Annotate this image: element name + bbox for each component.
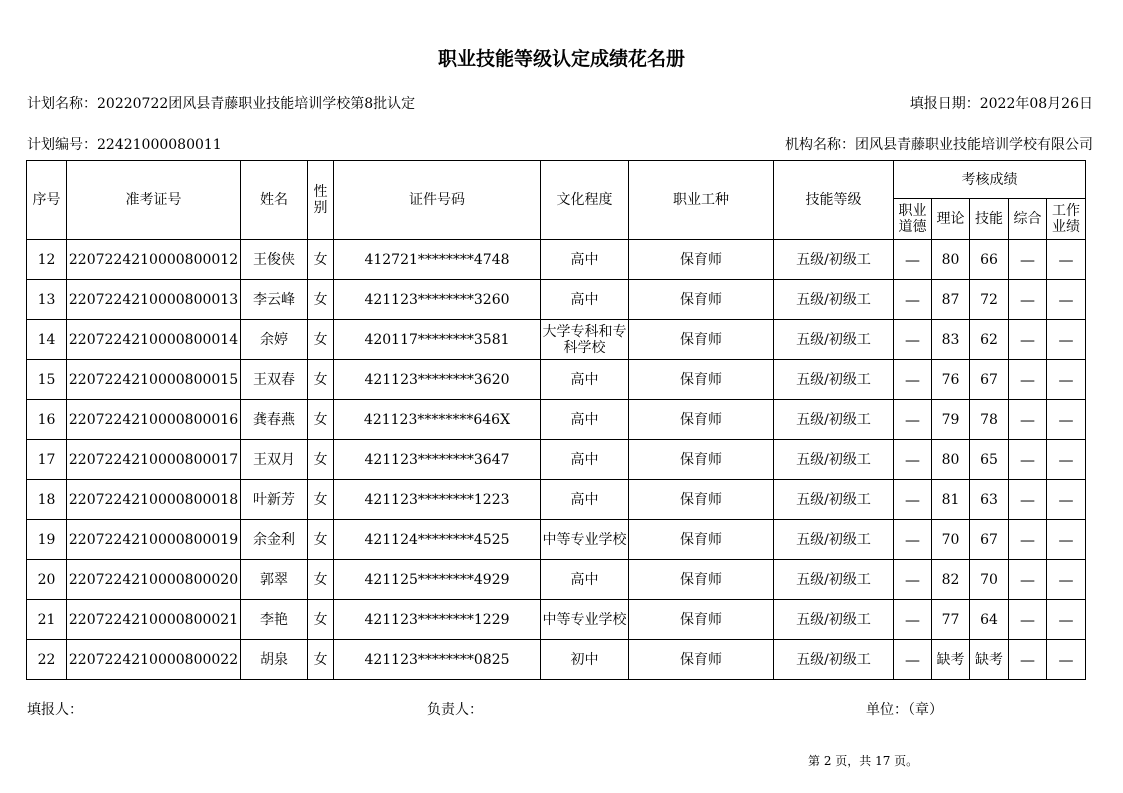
cell-job: 保育师 xyxy=(629,600,774,640)
cell-job: 保育师 xyxy=(629,560,774,600)
cell-overall: — xyxy=(1009,640,1047,680)
header-overall: 综合 xyxy=(1009,199,1047,240)
cell-exam-no: 2207224210000800022 xyxy=(67,640,241,680)
cell-overall: — xyxy=(1009,440,1047,480)
cell-gender: 女 xyxy=(308,360,334,400)
cell-overall: — xyxy=(1009,320,1047,360)
cell-work: — xyxy=(1047,440,1086,480)
cell-exam-no: 2207224210000800018 xyxy=(67,480,241,520)
header-scores: 考核成绩 xyxy=(894,161,1086,199)
cell-exam-no: 2207224210000800017 xyxy=(67,440,241,480)
cell-id-no: 421123********3260 xyxy=(334,280,541,320)
cell-skill: 66 xyxy=(970,240,1009,280)
cell-id-no: 421124********4525 xyxy=(334,520,541,560)
cell-overall: — xyxy=(1009,560,1047,600)
cell-overall: — xyxy=(1009,480,1047,520)
cell-work: — xyxy=(1047,280,1086,320)
cell-level: 五级/初级工 xyxy=(774,560,894,600)
cell-ethics: — xyxy=(894,400,932,440)
cell-name: 胡泉 xyxy=(241,640,308,680)
page-indicator: 第 2 页，共 17 页。 xyxy=(808,754,919,768)
cell-name: 龚春燕 xyxy=(241,400,308,440)
cell-education: 高中 xyxy=(541,240,629,280)
header-job: 职业工种 xyxy=(629,161,774,240)
cell-seq: 20 xyxy=(27,560,67,600)
cell-theory: 77 xyxy=(932,600,970,640)
cell-level: 五级/初级工 xyxy=(774,360,894,400)
table-row xyxy=(27,640,1086,680)
header-level: 技能等级 xyxy=(774,161,894,240)
responsible-label: 负责人： xyxy=(427,702,483,718)
cell-id-no: 420117********3581 xyxy=(334,320,541,360)
cell-level: 五级/初级工 xyxy=(774,600,894,640)
cell-seq: 14 xyxy=(27,320,67,360)
header-seq: 序号 xyxy=(27,161,67,240)
table-row xyxy=(27,560,1086,600)
cell-name: 王双月 xyxy=(241,440,308,480)
cell-work: — xyxy=(1047,520,1086,560)
table-header xyxy=(27,161,1086,240)
cell-theory: 76 xyxy=(932,360,970,400)
cell-gender: 女 xyxy=(308,240,334,280)
table-row xyxy=(27,480,1086,520)
cell-gender: 女 xyxy=(308,480,334,520)
cell-name: 叶新芳 xyxy=(241,480,308,520)
cell-exam-no: 2207224210000800020 xyxy=(67,560,241,600)
header-education: 文化程度 xyxy=(541,161,629,240)
cell-theory: 87 xyxy=(932,280,970,320)
table-row xyxy=(27,400,1086,440)
cell-gender: 女 xyxy=(308,280,334,320)
cell-id-no: 421123********0825 xyxy=(334,640,541,680)
cell-work: — xyxy=(1047,600,1086,640)
cell-theory: 缺考 xyxy=(932,640,970,680)
cell-work: — xyxy=(1047,360,1086,400)
cell-job: 保育师 xyxy=(629,640,774,680)
cell-level: 五级/初级工 xyxy=(774,520,894,560)
cell-overall: — xyxy=(1009,240,1047,280)
cell-id-no: 421123********3620 xyxy=(334,360,541,400)
cell-id-no: 412721********4748 xyxy=(334,240,541,280)
cell-name: 王双春 xyxy=(241,360,308,400)
cell-exam-no: 2207224210000800016 xyxy=(67,400,241,440)
cell-exam-no: 2207224210000800021 xyxy=(67,600,241,640)
cell-education: 高中 xyxy=(541,560,629,600)
cell-exam-no: 2207224210000800014 xyxy=(67,320,241,360)
cell-ethics: — xyxy=(894,280,932,320)
unit-seal-label: 单位：（章） xyxy=(866,702,943,718)
cell-name: 李艳 xyxy=(241,600,308,640)
header-gender: 性别 xyxy=(308,161,334,240)
cell-theory: 82 xyxy=(932,560,970,600)
cell-name: 李云峰 xyxy=(241,280,308,320)
cell-overall: — xyxy=(1009,280,1047,320)
plan-number: 计划编号：22421000080011 xyxy=(27,137,222,153)
cell-skill: 67 xyxy=(970,520,1009,560)
table-row xyxy=(27,440,1086,480)
cell-job: 保育师 xyxy=(629,240,774,280)
cell-education: 中等专业学校 xyxy=(541,520,629,560)
cell-education: 初中 xyxy=(541,640,629,680)
cell-skill: 70 xyxy=(970,560,1009,600)
table-row xyxy=(27,320,1086,360)
cell-gender: 女 xyxy=(308,600,334,640)
cell-name: 王俊侠 xyxy=(241,240,308,280)
cell-skill: 62 xyxy=(970,320,1009,360)
plan-name: 计划名称：20220722团风县青藤职业技能培训学校第8批认定 xyxy=(27,96,416,112)
cell-job: 保育师 xyxy=(629,400,774,440)
cell-seq: 21 xyxy=(27,600,67,640)
cell-id-no: 421123********646X xyxy=(334,400,541,440)
cell-job: 保育师 xyxy=(629,360,774,400)
table-row xyxy=(27,360,1086,400)
page-title: 职业技能等级认定成绩花名册 xyxy=(437,48,685,70)
cell-level: 五级/初级工 xyxy=(774,400,894,440)
table-body xyxy=(27,240,1086,680)
cell-overall: — xyxy=(1009,360,1047,400)
cell-gender: 女 xyxy=(308,320,334,360)
cell-skill: 缺考 xyxy=(970,640,1009,680)
cell-level: 五级/初级工 xyxy=(774,240,894,280)
cell-level: 五级/初级工 xyxy=(774,440,894,480)
cell-job: 保育师 xyxy=(629,280,774,320)
cell-level: 五级/初级工 xyxy=(774,280,894,320)
cell-work: — xyxy=(1047,560,1086,600)
cell-seq: 16 xyxy=(27,400,67,440)
cell-seq: 19 xyxy=(27,520,67,560)
cell-theory: 70 xyxy=(932,520,970,560)
cell-overall: — xyxy=(1009,400,1047,440)
cell-level: 五级/初级工 xyxy=(774,480,894,520)
cell-name: 余婷 xyxy=(241,320,308,360)
header-id-no: 证件号码 xyxy=(334,161,541,240)
cell-gender: 女 xyxy=(308,640,334,680)
cell-seq: 12 xyxy=(27,240,67,280)
cell-theory: 80 xyxy=(932,240,970,280)
cell-ethics: — xyxy=(894,480,932,520)
org-name: 机构名称：团风县青藤职业技能培训学校有限公司 xyxy=(785,137,1093,153)
cell-ethics: — xyxy=(894,520,932,560)
table-row xyxy=(27,600,1086,640)
cell-job: 保育师 xyxy=(629,480,774,520)
table-row xyxy=(27,280,1086,320)
header-name: 姓名 xyxy=(241,161,308,240)
cell-education: 高中 xyxy=(541,280,629,320)
cell-name: 余金利 xyxy=(241,520,308,560)
cell-job: 保育师 xyxy=(629,440,774,480)
cell-ethics: — xyxy=(894,360,932,400)
cell-seq: 18 xyxy=(27,480,67,520)
cell-name: 郭翠 xyxy=(241,560,308,600)
cell-ethics: — xyxy=(894,440,932,480)
cell-skill: 63 xyxy=(970,480,1009,520)
cell-gender: 女 xyxy=(308,400,334,440)
cell-seq: 22 xyxy=(27,640,67,680)
cell-job: 保育师 xyxy=(629,520,774,560)
cell-theory: 79 xyxy=(932,400,970,440)
cell-overall: — xyxy=(1009,520,1047,560)
header-exam-no: 准考证号 xyxy=(67,161,241,240)
cell-education: 中等专业学校 xyxy=(541,600,629,640)
cell-theory: 83 xyxy=(932,320,970,360)
cell-id-no: 421125********4929 xyxy=(334,560,541,600)
filler-label: 填报人： xyxy=(27,702,83,718)
cell-ethics: — xyxy=(894,600,932,640)
cell-exam-no: 2207224210000800012 xyxy=(67,240,241,280)
cell-exam-no: 2207224210000800019 xyxy=(67,520,241,560)
cell-skill: 78 xyxy=(970,400,1009,440)
header-theory: 理论 xyxy=(932,199,970,240)
cell-ethics: — xyxy=(894,560,932,600)
cell-id-no: 421123********1229 xyxy=(334,600,541,640)
cell-gender: 女 xyxy=(308,520,334,560)
cell-ethics: — xyxy=(894,240,932,280)
cell-skill: 72 xyxy=(970,280,1009,320)
cell-seq: 15 xyxy=(27,360,67,400)
cell-ethics: — xyxy=(894,640,932,680)
cell-work: — xyxy=(1047,320,1086,360)
cell-ethics: — xyxy=(894,320,932,360)
fill-date: 填报日期：2022年08月26日 xyxy=(909,96,1093,112)
cell-skill: 67 xyxy=(970,360,1009,400)
cell-gender: 女 xyxy=(308,560,334,600)
cell-education: 高中 xyxy=(541,400,629,440)
cell-theory: 81 xyxy=(932,480,970,520)
cell-work: — xyxy=(1047,640,1086,680)
header-work: 工作业绩 xyxy=(1047,199,1086,240)
table-row xyxy=(27,240,1086,280)
cell-seq: 13 xyxy=(27,280,67,320)
cell-education: 高中 xyxy=(541,480,629,520)
cell-id-no: 421123********1223 xyxy=(334,480,541,520)
cell-exam-no: 2207224210000800015 xyxy=(67,360,241,400)
cell-skill: 64 xyxy=(970,600,1009,640)
cell-overall: — xyxy=(1009,600,1047,640)
cell-seq: 17 xyxy=(27,440,67,480)
header-ethics: 职业道德 xyxy=(894,199,932,240)
cell-theory: 80 xyxy=(932,440,970,480)
cell-gender: 女 xyxy=(308,440,334,480)
cell-work: — xyxy=(1047,400,1086,440)
score-roster-table xyxy=(26,160,1086,680)
cell-job: 保育师 xyxy=(629,320,774,360)
cell-level: 五级/初级工 xyxy=(774,320,894,360)
table-row xyxy=(27,520,1086,560)
cell-level: 五级/初级工 xyxy=(774,640,894,680)
cell-education: 高中 xyxy=(541,360,629,400)
cell-work: — xyxy=(1047,480,1086,520)
cell-exam-no: 2207224210000800013 xyxy=(67,280,241,320)
cell-id-no: 421123********3647 xyxy=(334,440,541,480)
cell-work: — xyxy=(1047,240,1086,280)
cell-education: 大学专科和专科学校 xyxy=(541,320,629,360)
cell-skill: 65 xyxy=(970,440,1009,480)
cell-education: 高中 xyxy=(541,440,629,480)
header-skill: 技能 xyxy=(970,199,1009,240)
